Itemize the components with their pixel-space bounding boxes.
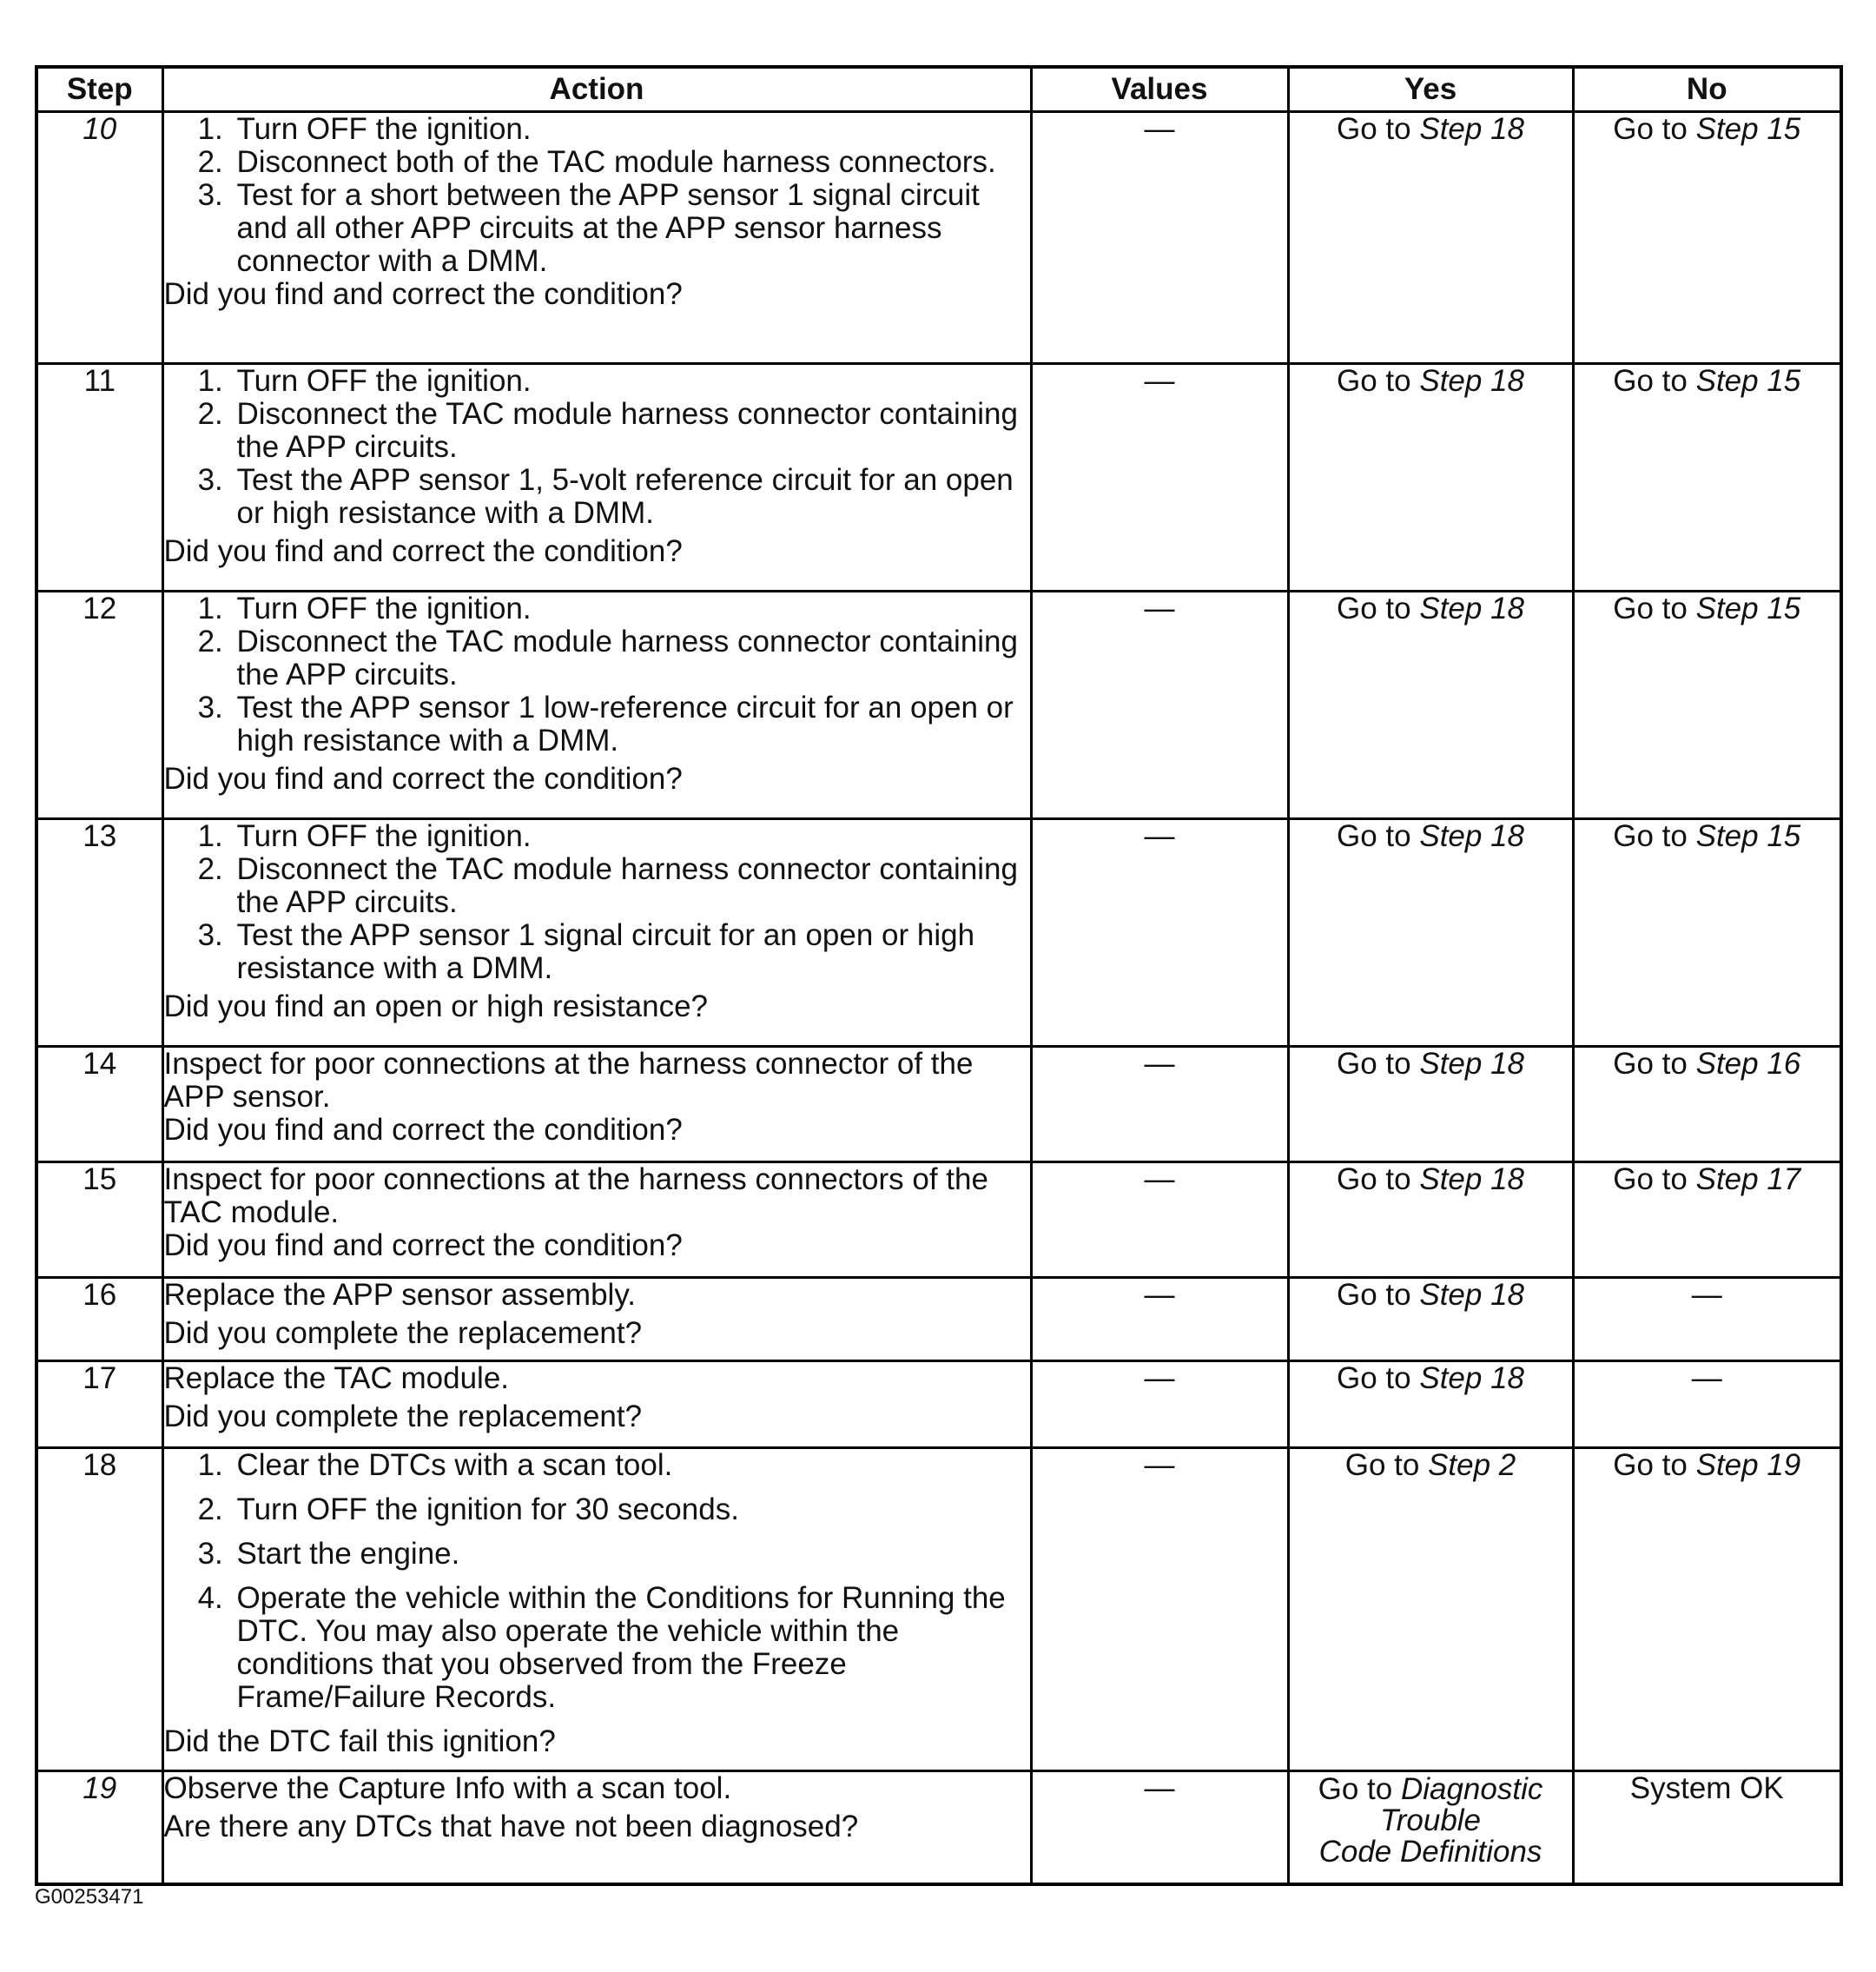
yes-cell <box>1288 364 1573 592</box>
yes-cell <box>1288 112 1573 364</box>
yes-prefix: Go to <box>1337 1278 1411 1312</box>
no-value: — <box>1691 1278 1722 1312</box>
action-cell <box>162 1361 1031 1448</box>
step-number: 16 <box>36 1278 162 1361</box>
yes-cell <box>1288 819 1573 1047</box>
no-step-ref: Step 15 <box>1695 819 1801 853</box>
no-cell <box>1573 1047 1841 1162</box>
action-cell <box>162 592 1031 819</box>
no-prefix: Go to <box>1613 819 1688 853</box>
diagnostic-table <box>35 65 1843 1886</box>
step-number: 13 <box>36 819 162 1047</box>
step-number: 14 <box>36 1047 162 1162</box>
table-row <box>36 819 1841 1047</box>
action-question: Did the DTC fail this ignition? <box>163 1724 556 1758</box>
yes-prefix: Go to <box>1337 1047 1411 1081</box>
action-item: 3. Test the APP sensor 1 signal circuit for an open or high resistance with a DMM. <box>232 919 1030 985</box>
action-item: 3. Test the APP sensor 1 low-reference circuit for an open or high resistance with a DMM. <box>232 692 1030 758</box>
no-prefix: Go to <box>1613 112 1688 146</box>
action-question: Did you find and correct the condition? <box>163 534 683 568</box>
step-number: 12 <box>36 592 162 819</box>
yes-prefix: Go to <box>1337 592 1411 625</box>
value-dash: — <box>1144 1771 1175 1805</box>
action-cell <box>162 112 1031 364</box>
no-cell <box>1573 819 1841 1047</box>
value-dash: — <box>1144 112 1175 146</box>
value-dash: — <box>1144 1448 1175 1482</box>
yes-step-ref: Step 18 <box>1419 1047 1524 1081</box>
action-cell <box>162 1162 1031 1278</box>
header-yes: Yes <box>1288 67 1573 112</box>
action-list <box>164 113 1030 278</box>
values-cell <box>1031 1162 1288 1278</box>
no-cell <box>1573 364 1841 592</box>
values-cell <box>1031 364 1288 592</box>
yes-prefix: Go to <box>1337 819 1411 853</box>
step-number: 17 <box>36 1361 162 1448</box>
yes-cell <box>1288 1448 1573 1771</box>
header-no: No <box>1573 67 1841 112</box>
action-item: 1. Turn OFF the ignition. <box>232 820 1030 853</box>
action-question: Did you find an open or high resistance? <box>163 989 709 1023</box>
no-step-ref: Step 16 <box>1695 1047 1801 1081</box>
action-item: 1. Clear the DTCs with a scan tool. <box>232 1449 1030 1482</box>
yes-step-ref: Step 18 <box>1419 1278 1524 1312</box>
no-cell <box>1573 1361 1841 1448</box>
action-question: Did you find and correct the condition? <box>163 1113 683 1147</box>
figure-id: G00253471 <box>35 1885 144 1909</box>
no-step-ref: Step 15 <box>1695 592 1801 625</box>
no-prefix: Go to <box>1613 592 1688 625</box>
value-dash: — <box>1144 364 1175 398</box>
table-row <box>36 1278 1841 1361</box>
step-number: 15 <box>36 1162 162 1278</box>
table-row <box>36 1162 1841 1278</box>
action-list <box>164 820 1030 985</box>
action-cell <box>162 1278 1031 1361</box>
no-prefix: Go to <box>1613 1448 1688 1482</box>
table-row <box>36 1771 1841 1884</box>
yes-step-ref: Step 18 <box>1419 819 1524 853</box>
values-cell <box>1031 1771 1288 1884</box>
no-cell <box>1573 1162 1841 1278</box>
step-number: 10 <box>36 112 162 364</box>
no-cell <box>1573 1448 1841 1771</box>
header-step: Step <box>36 67 162 112</box>
header-values: Values <box>1031 67 1288 112</box>
action-question: Did you find and correct the condition? <box>163 1228 683 1262</box>
no-cell <box>1573 1771 1841 1884</box>
action-text: Observe the Capture Info with a scan tool. <box>163 1771 732 1805</box>
action-text: Inspect for poor connections at the harness connectors of the TAC module. <box>163 1162 988 1229</box>
no-cell <box>1573 592 1841 819</box>
yes-ref-part: Trouble <box>1379 1803 1482 1837</box>
table-row <box>36 1361 1841 1448</box>
action-item: 1. Turn OFF the ignition. <box>232 365 1030 398</box>
action-question: Did you complete the replacement? <box>163 1400 643 1433</box>
values-cell <box>1031 112 1288 364</box>
action-item: 2. Turn OFF the ignition for 30 seconds. <box>232 1493 1030 1526</box>
no-step-ref: Step 15 <box>1695 112 1801 146</box>
yes-cell <box>1288 1771 1573 1884</box>
yes-ref-part: Code Definitions <box>1318 1835 1542 1869</box>
action-item: 2. Disconnect the TAC module harness connector containing the APP circuits. <box>232 625 1030 692</box>
yes-cell <box>1288 1361 1573 1448</box>
values-cell <box>1031 1361 1288 1448</box>
action-text: Replace the TAC module. <box>163 1361 510 1395</box>
value-dash: — <box>1144 592 1175 625</box>
action-item: 2. Disconnect the TAC module harness connector containing the APP circuits. <box>232 853 1030 919</box>
action-item: 2. Disconnect both of the TAC module harness connectors. <box>232 146 1030 179</box>
yes-prefix: Go to <box>1337 1361 1411 1395</box>
action-item: 1. Turn OFF the ignition. <box>232 113 1030 146</box>
step-number: 19 <box>36 1771 162 1884</box>
action-list <box>164 365 1030 530</box>
action-question: Are there any DTCs that have not been diagnosed? <box>163 1810 859 1843</box>
yes-prefix: Go to <box>1318 1772 1393 1806</box>
yes-step-ref: Step 18 <box>1419 592 1524 625</box>
yes-step-ref: Step 18 <box>1419 1162 1524 1196</box>
yes-step-ref: Step 18 <box>1419 112 1524 146</box>
values-cell <box>1031 1448 1288 1771</box>
no-step-ref: Step 19 <box>1695 1448 1801 1482</box>
action-item: 4. Operate the vehicle within the Conditions for Running the DTC. You may also operate the vehicle within the conditions that you observed from the Freeze Frame/Failure Records. <box>232 1582 1030 1714</box>
header-action: Action <box>162 67 1031 112</box>
action-cell <box>162 1771 1031 1884</box>
action-item: 3. Test the APP sensor 1, 5-volt reference circuit for an open or high resistance with a DMM. <box>232 464 1030 530</box>
values-cell <box>1031 1278 1288 1361</box>
action-list <box>164 592 1030 758</box>
yes-cell <box>1288 1047 1573 1162</box>
no-cell <box>1573 112 1841 364</box>
step-number: 18 <box>36 1448 162 1771</box>
table-row <box>36 112 1841 364</box>
no-value: — <box>1691 1361 1722 1395</box>
yes-ref-part: Diagnostic <box>1400 1772 1543 1806</box>
action-question: Did you find and correct the condition? <box>163 762 683 796</box>
value-dash: — <box>1144 1278 1175 1312</box>
action-cell <box>162 819 1031 1047</box>
yes-cell <box>1288 1162 1573 1278</box>
value-dash: — <box>1144 1361 1175 1395</box>
values-cell <box>1031 1047 1288 1162</box>
values-cell <box>1031 819 1288 1047</box>
yes-ref-line <box>1290 1774 1572 1805</box>
no-step-ref: Step 15 <box>1695 364 1801 398</box>
yes-cell <box>1288 592 1573 819</box>
action-text: Inspect for poor connections at the harness connector of the APP sensor. <box>163 1047 974 1114</box>
yes-prefix: Go to <box>1344 1448 1420 1482</box>
table-row <box>36 364 1841 592</box>
table-row <box>36 592 1841 819</box>
action-cell <box>162 364 1031 592</box>
yes-prefix: Go to <box>1337 112 1411 146</box>
action-question: Did you complete the replacement? <box>163 1316 643 1350</box>
action-item: 1. Turn OFF the ignition. <box>232 592 1030 625</box>
no-prefix: Go to <box>1613 1047 1688 1081</box>
action-text: Replace the APP sensor assembly. <box>163 1278 636 1312</box>
table-row <box>36 1047 1841 1162</box>
no-prefix: Go to <box>1613 1162 1688 1196</box>
value-dash: — <box>1144 819 1175 853</box>
action-question: Did you find and correct the condition? <box>163 277 683 311</box>
value-dash: — <box>1144 1162 1175 1196</box>
yes-prefix: Go to <box>1337 364 1411 398</box>
no-prefix: Go to <box>1613 364 1688 398</box>
table-row <box>36 1448 1841 1771</box>
no-cell <box>1573 1278 1841 1361</box>
action-item: 2. Disconnect the TAC module harness connector containing the APP circuits. <box>232 398 1030 464</box>
value-dash: — <box>1144 1047 1175 1081</box>
yes-step-ref: Step 18 <box>1419 364 1524 398</box>
yes-step-ref: Step 2 <box>1428 1448 1516 1482</box>
yes-step-ref: Step 18 <box>1419 1361 1524 1395</box>
action-cell <box>162 1448 1031 1771</box>
yes-cell <box>1288 1278 1573 1361</box>
yes-prefix: Go to <box>1337 1162 1411 1196</box>
step-number: 11 <box>36 364 162 592</box>
action-list <box>164 1449 1030 1714</box>
header-row <box>36 67 1841 112</box>
action-item: 3. Test for a short between the APP sensor 1 signal circuit and all other APP circuits at the APP sensor harness connector with a DMM. <box>232 179 1030 278</box>
no-value: System OK <box>1629 1771 1784 1805</box>
action-item: 3. Start the engine. <box>232 1538 1030 1571</box>
values-cell <box>1031 592 1288 819</box>
action-cell <box>162 1047 1031 1162</box>
no-step-ref: Step 17 <box>1695 1162 1801 1196</box>
